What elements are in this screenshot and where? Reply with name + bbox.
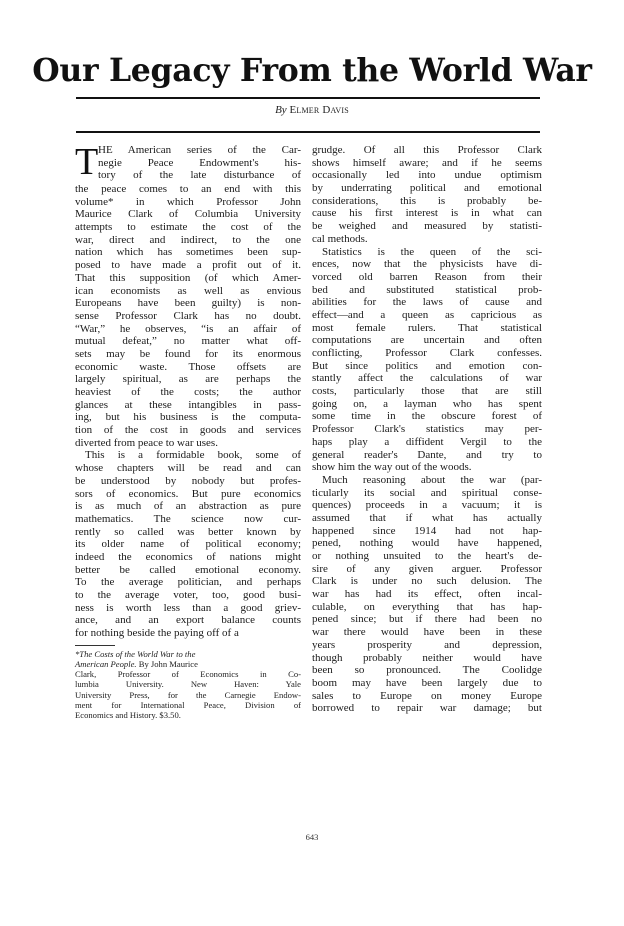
footnote-line: *The Costs of the World War to the (75, 648, 196, 659)
page-number: 643 (305, 832, 319, 842)
text-line: vorced old barren Reason from their (312, 270, 542, 283)
text-line: quences) proceeds in a vacuum; it is (312, 499, 542, 512)
text-line: Much reasoning about the war (par- (322, 473, 542, 486)
text-line: borrowed to repair war damage; but (312, 702, 542, 715)
text-line: Professor Clark's statistics may per- (312, 423, 542, 436)
text-line: war, direct and indirect, to the one (75, 233, 301, 246)
footnote-line: lumbia University. New Haven: Yale (75, 679, 301, 690)
text-line: show him the way out of the woods. (312, 461, 472, 474)
text-line: boom may have been largely due to (312, 676, 542, 689)
text-line: war there would have been in these (312, 626, 542, 639)
text-line: cal methods. (312, 232, 368, 245)
title-rule (76, 97, 540, 99)
footnote (75, 649, 301, 720)
text-line: pened since; but if there had been no (312, 613, 542, 626)
text-line: bed and substituted statistical prob- (312, 283, 542, 296)
text-line: or nothing unsuited to the heart's de- (312, 550, 542, 562)
text-line: conflicting, Professor Clark confesses. (312, 347, 542, 359)
text-line: sense Professor Clark has no doubt. (75, 309, 301, 322)
text-line: cause his first interest is in what can (312, 207, 542, 220)
text-line: happened since 1914 had not hap- (312, 524, 542, 537)
right-column-text (312, 144, 542, 715)
drop-cap-lines (98, 144, 301, 183)
text-line: Statistics is the queen of the sci- (322, 245, 542, 258)
text-line: mutual defeat,” no matter what off- (75, 335, 301, 348)
text-line: glances at these intangibles in pass- (75, 398, 301, 411)
text-line: Europeans have been guilty) is non- (75, 297, 301, 310)
text-line: sors of economics. But pure economics (75, 487, 301, 500)
text-line: ences, now that the physicists have di- (312, 258, 542, 271)
text-line: costs, particularly those that are still (312, 385, 542, 398)
text-line: nation which has sometimes been sup- (75, 246, 301, 259)
text-line: better be called emotional economy. (75, 563, 301, 576)
text-line: heaviest of the costs; the author (75, 386, 301, 398)
footnote-line: Clark, Professor of Economics in Co- (75, 669, 301, 680)
text-line: shows himself aware; and if he seems (312, 156, 542, 169)
text-line: years prosperity and depression, (312, 638, 542, 651)
byline-rule (76, 131, 540, 133)
text-line: volume* in which Professor John (75, 195, 301, 208)
text-line: “War,” he observes, “is an affair of (75, 322, 301, 335)
text-line: attempts to estimate the cost of the (75, 221, 301, 234)
byline (0, 104, 624, 116)
text-line: Maurice Clark of Columbia University (75, 208, 301, 221)
text-line: be weighed and measured by statisti- (312, 220, 542, 233)
text-line: abilities for the laws of cause and (312, 296, 542, 309)
drop-cap: T (75, 141, 99, 183)
text-line: general reader's Dante, and try to (312, 448, 542, 461)
text-line: culable, on everything that has hap- (312, 600, 542, 613)
text-line: assumed that if what has actually (312, 511, 542, 524)
text-line: ance, and an export balance counts (75, 614, 301, 627)
article-title: Our Legacy From the World War (32, 52, 592, 89)
text-line: been so pronounced. The Coolidge (312, 664, 542, 677)
text-line: negie Peace Endowment's his- (98, 156, 301, 169)
text-line: going on, a layman who has spent (312, 397, 542, 410)
text-line: This is a formidable book, some of (85, 449, 301, 462)
text-line: war has had its effect, often incal- (312, 588, 542, 601)
text-line: tory of the late disturbance of (98, 169, 301, 182)
text-line: occasionally led into undue optimism (312, 169, 542, 182)
text-line: sets may be found for its enormous (75, 347, 301, 360)
footnote-rule (75, 645, 115, 646)
byline-prefix: By (275, 104, 287, 116)
text-line: ican economists as well as envious (75, 284, 301, 297)
text-line: some time in the obscure forest of (312, 410, 542, 423)
text-line: grudge. Of all this Professor Clark (312, 144, 542, 156)
text-line: pened, nothing would have happened, (312, 537, 542, 550)
footnote-line: American People. By John Maurice (75, 658, 198, 669)
text-line: its older name of political economy; (75, 538, 301, 551)
text-line: effect—and a queen as capricious as (312, 308, 542, 321)
text-line: tion of the cost in goods and services (75, 424, 301, 437)
text-line: But since politics and emotion con- (312, 359, 542, 372)
text-line: considerations, this is probably be- (312, 194, 542, 207)
text-line: posed to have made a profit out of it. (75, 259, 301, 272)
text-line: To the average politician, and perhaps (75, 576, 301, 589)
footnote-line: Economics and History. $3.50. (75, 709, 181, 720)
text-line: rently so called was better known by (75, 525, 301, 538)
text-line: stantly affect the calculations of war (312, 372, 542, 385)
text-line: though probably neither would have (312, 651, 542, 664)
text-line: ticularly its social and spiritual conse- (312, 486, 542, 499)
left-column (75, 141, 301, 720)
text-line: most female rulers. That statistical (312, 321, 542, 334)
text-line: whose chapters will be read and can (75, 462, 301, 475)
text-line: sire of any given arguer. Professor (312, 562, 542, 575)
text-line: diverted from peace to war uses. (75, 436, 218, 449)
footnote-line: ment for International Peace, Division of (75, 699, 301, 710)
text-line: sales to Europe on money Europe (312, 689, 542, 702)
text-line: HE American series of the Car- (98, 144, 301, 156)
text-line: Clark is under no such delusion. The (312, 575, 542, 588)
text-line: ing, but his business is the computa- (75, 411, 301, 424)
left-column-text (75, 183, 301, 640)
text-line: mathematics. The science now cur- (75, 512, 301, 525)
text-line: the peace comes to an end with this (75, 183, 301, 195)
text-line: economic waste. Those offsets are (75, 360, 301, 373)
text-line: indeed the economics of nations might (75, 550, 301, 563)
text-line: to the average voter, too, good busi- (75, 589, 301, 601)
right-column (312, 144, 542, 715)
text-line: ness is worth less than a good griev- (75, 601, 301, 614)
text-line: for nothing beside the paying off of a (75, 627, 239, 640)
text-line: computations are uncertain and often (312, 334, 542, 347)
text-line: haps play a diffident Vergil to the (312, 435, 542, 448)
text-line: be understood by nobody but profes- (75, 474, 301, 487)
text-line: is as much of an abstraction as pure (75, 500, 301, 513)
text-line: That this supposition (of which Amer- (75, 271, 301, 284)
opening-paragraph-start (75, 141, 301, 183)
author-name: Elmer Davis (289, 104, 349, 116)
footnote-line: University Press, for the Carnegie Endow- (75, 689, 301, 700)
text-line: largely spiritual, as are perhaps the (75, 373, 301, 386)
text-line: by underrating political and emotional (312, 182, 542, 195)
